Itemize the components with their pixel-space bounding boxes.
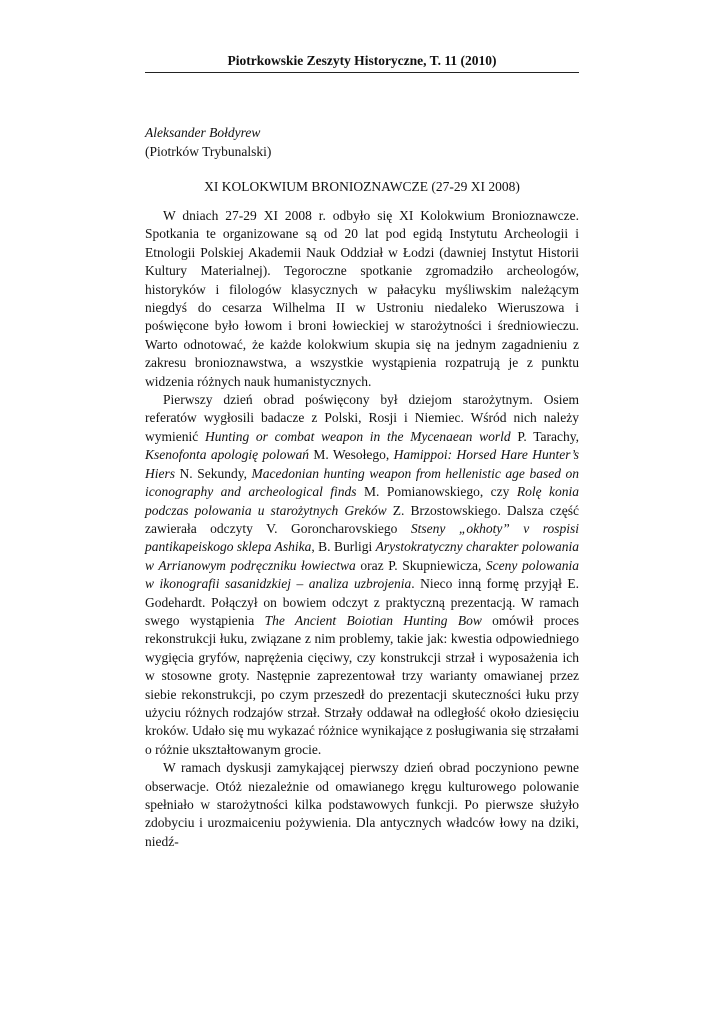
cited-title: Hunting or combat weapon in the Mycenaean world [204, 428, 511, 444]
text-run: M. Wesołego, [309, 447, 394, 463]
article-body [145, 207, 579, 851]
article-title: XI KOLOKWIUM BRONIOZNAWCZE (27-29 XI 2008) [204, 179, 520, 194]
text-run: W dniach 27-29 XI 2008 r. odbyło się XI Kolokwium Bronioznawcze. Spotkania te organizowane są od 20 lat pod egidą Instytutu Archeologii i Etnologii Polskiej Akademii Nauk Oddział w Łodzi (dawniej Instytut Historii Kultury Materialnej). Tegoroczne spotkanie zgromadziło archeologów, historyków i filologów klasycznych w pałacyku myśliwskim należącym niegdyś do cesarza Wilhelma II w Ustroniu niedaleko Wieruszowa i poświęcone było łowom i broni łowieckiej w starożytności i średniowieczu. Warto odnotować, że każde kolokwium skupia się na jednym zagadnieniu z zakresu bronioznawstwa, a wszystkie wystąpienia rozpatrują je z punktu widzenia różnych nauk humanistycznych. [145, 208, 579, 389]
text-run: Z. Brzostowskiego. Dalsza część zawierała odczyty V. Goroncharovskiego [145, 502, 579, 536]
text-run: oraz P. Skupniewicza, [355, 557, 486, 573]
text-run: omówił proces rekonstrukcji łuku, związane z nim problemy, takie jak: kwestia odpowiedniego wygięcia gryfów, naprężenia cięciwy, czy konstrukcji strzał i wyposażenia ich w stosowne groty. Następnie zaprezentował trzy warianty omawianej przez siebie rekonstrukcji, po czym przeszedł do prezentacji skuteczności łuku przy użyciu różnych rodzajów strzał. Strzały oddawał na odległość około dziesięciu kroków. Udało się mu wykazać różnice wynikające z posługiwania się strzałami o różnie ukształtowanym grocie. [145, 612, 579, 757]
text-run: N. Sekundy, [175, 465, 252, 481]
paragraph-2 [145, 391, 579, 759]
text-run: P. Tarachy, [510, 428, 579, 444]
text-run: . Nieco inną formę przyjął E. Godehardt. Połączył on bowiem odczyt z praktyczną prezentacją. W ramach swego wystąpienia [145, 576, 579, 628]
cited-title: Sceny polowania w ikonografii sasanidzkiej – analiza uzbrojenia [145, 557, 580, 592]
cited-title: Hamippoi: Horsed Hare Hunter’s Hiers [145, 447, 580, 481]
author-affiliation: (Piotrków Trybunalski) [145, 144, 272, 159]
text-run: M. Pomianowskiego, czy [356, 484, 517, 500]
text-run: , B. Burligi [311, 539, 376, 555]
author-name: Aleksander Bołdyrew [145, 125, 261, 140]
paragraph-1 [145, 207, 579, 391]
text-run: W ramach dyskusji zamykającej pierwszy dzień obrad poczyniono pewne obserwacje. Otóż niezależnie od omawianego kręgu kulturowego polowanie spełniało w starożytności kilka podstawowych funkcji. Po pierwsze służyło zdobyciu i urozmaiceniu pożywienia. Dla antycznych władców łowy na dziki, niedź- [145, 760, 579, 849]
author-block [145, 123, 271, 161]
text-run: Pierwszy dzień obrad poświęcony był dziejom starożytnym. Osiem referatów wygłosili badacze z Polski, Rosji i Niemiec. Wśród nich należy wymienić [145, 392, 579, 444]
paragraph-3 [145, 759, 579, 851]
cited-title: Ksenofonta apologię polowań [145, 447, 310, 463]
cited-title: Rolę konia podczas polowania u starożytnych Greków [145, 484, 580, 518]
header-rule [145, 72, 579, 73]
cited-title: Arystokratyczny charakter polowania w Arrianowym podręczniku łowiectwa [145, 539, 579, 573]
running-header: Piotrkowskie Zeszyty Historyczne, T. 11 (2010) [227, 53, 497, 68]
cited-title: Stseny „okhoty” v rospisi pantikapeiskogo sklepa Ashika [145, 520, 579, 555]
cited-title: The Ancient Boiotian Hunting Bow [264, 612, 482, 628]
cited-title: Macedonian hunting weapon from hellenistic age based on iconography and archeological finds [145, 465, 579, 500]
